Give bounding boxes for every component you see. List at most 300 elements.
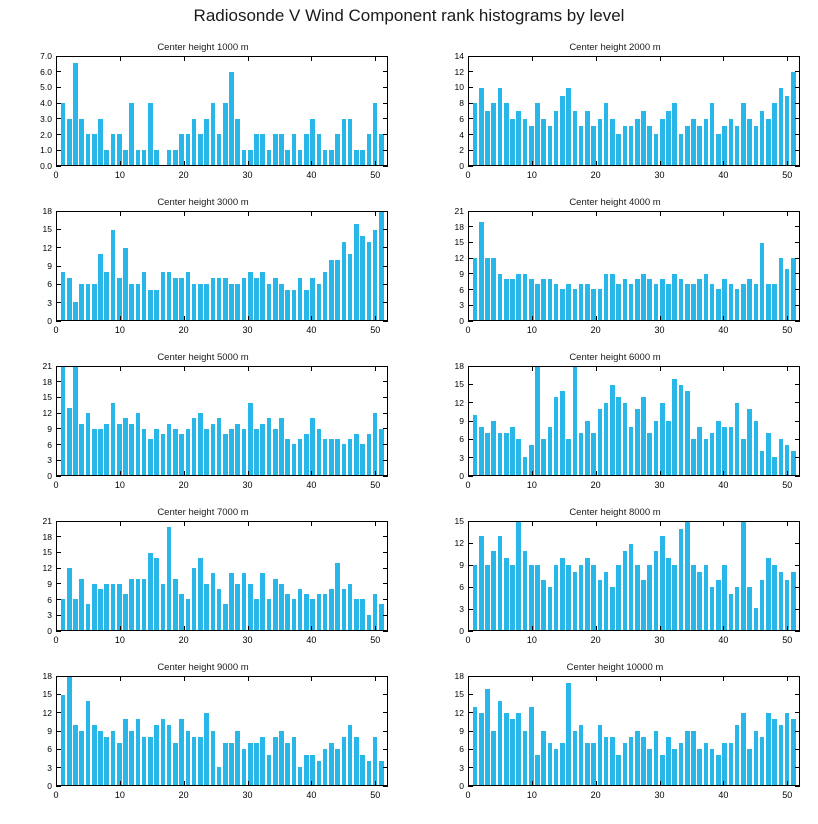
bar	[629, 544, 634, 630]
bar	[161, 434, 166, 475]
bar	[485, 565, 490, 630]
bar	[61, 695, 66, 785]
x-tick-label: 30	[242, 790, 253, 800]
bar	[329, 150, 334, 165]
x-tick-label: 20	[590, 170, 601, 180]
bar	[61, 599, 66, 630]
bar	[679, 743, 684, 785]
bar	[217, 278, 222, 320]
bar	[267, 599, 272, 630]
bar	[623, 743, 628, 785]
y-tick-mark	[56, 266, 61, 267]
bar	[292, 737, 297, 785]
x-tick-mark	[532, 626, 533, 631]
x-tick-mark	[532, 316, 533, 321]
bar	[129, 579, 134, 630]
x-tick-mark	[723, 521, 724, 526]
x-tick-mark	[56, 211, 57, 216]
bar	[685, 391, 690, 475]
bar	[647, 279, 652, 320]
y-tick-mark	[468, 242, 473, 243]
x-tick-mark	[311, 521, 312, 526]
bar	[242, 573, 247, 630]
bar	[760, 451, 765, 475]
bar	[573, 731, 578, 785]
bar	[498, 433, 503, 475]
bar	[660, 279, 665, 320]
bar	[585, 421, 590, 475]
x-tick-mark	[532, 471, 533, 476]
y-tick-label: 9	[47, 423, 52, 434]
x-tick-mark	[375, 211, 376, 216]
bar	[211, 103, 216, 165]
y-tick-mark	[795, 731, 800, 732]
bar	[335, 439, 340, 475]
y-tick-label: 12	[454, 66, 464, 77]
bar	[491, 103, 496, 165]
y-tick-mark	[56, 397, 61, 398]
y-tick-mark	[383, 150, 388, 151]
x-tick-mark	[468, 161, 469, 166]
bar	[179, 278, 184, 320]
x-tick-label: 40	[718, 325, 729, 335]
bar	[223, 103, 228, 165]
bar	[304, 594, 309, 630]
bar	[379, 429, 384, 475]
y-tick-mark	[383, 521, 388, 522]
bar	[535, 284, 540, 320]
bar	[747, 279, 752, 320]
y-tick-mark	[383, 229, 388, 230]
x-tick-mark	[375, 471, 376, 476]
bar	[335, 563, 340, 630]
plot-area	[468, 521, 800, 631]
bar	[148, 553, 153, 630]
bar	[772, 719, 777, 785]
x-tick-mark	[723, 316, 724, 321]
bar	[491, 551, 496, 630]
x-tick-label: 40	[718, 635, 729, 645]
bar	[173, 429, 178, 475]
y-tick-mark	[795, 226, 800, 227]
y-tick-mark	[468, 731, 473, 732]
bar	[104, 150, 109, 165]
bar	[342, 119, 347, 165]
bar	[560, 558, 565, 630]
bar	[167, 527, 172, 630]
bar	[654, 731, 659, 785]
bar	[129, 731, 134, 785]
y-tick-mark	[56, 118, 61, 119]
y-tick-label: 15	[454, 379, 464, 390]
x-tick-mark	[248, 781, 249, 786]
bar	[217, 418, 222, 475]
bar	[635, 409, 640, 475]
y-tick-mark	[468, 439, 473, 440]
bar	[710, 103, 715, 165]
bar	[710, 433, 715, 475]
bar	[779, 725, 784, 785]
bar	[354, 150, 359, 165]
bar	[154, 150, 159, 165]
y-tick-label: 0.0	[40, 161, 52, 171]
bar	[254, 599, 259, 630]
bar	[535, 103, 540, 165]
bar	[86, 134, 91, 165]
y-tick-label: 9	[459, 560, 464, 570]
bar	[98, 119, 103, 165]
bar	[629, 284, 634, 320]
y-tick-mark	[56, 103, 61, 104]
y-tick-mark	[795, 402, 800, 403]
bar	[485, 689, 490, 785]
bar	[504, 103, 509, 165]
bar	[591, 126, 596, 165]
y-tick-mark	[795, 71, 800, 72]
bar	[672, 274, 677, 320]
bar	[541, 731, 546, 785]
x-tick-label: 20	[178, 480, 189, 490]
bar	[92, 725, 97, 785]
bar	[747, 587, 752, 630]
bar	[373, 103, 378, 165]
bar	[254, 743, 259, 785]
bar	[623, 403, 628, 475]
y-tick-label: 6.0	[40, 66, 52, 77]
x-tick-label: 20	[590, 480, 601, 490]
bar	[523, 731, 528, 785]
bar	[167, 424, 172, 475]
bar	[566, 439, 571, 475]
plot-area	[468, 56, 800, 166]
y-tick-mark	[56, 247, 61, 248]
x-tick-mark	[311, 676, 312, 681]
bar	[242, 278, 247, 320]
bar	[285, 439, 290, 475]
bar	[629, 737, 634, 785]
bar	[573, 289, 578, 320]
bar	[766, 433, 771, 475]
bar	[260, 737, 265, 785]
x-tick-mark	[120, 471, 121, 476]
bar	[167, 725, 172, 785]
bar	[111, 134, 116, 165]
bar	[342, 444, 347, 475]
bar	[473, 103, 478, 165]
bar	[248, 150, 253, 165]
y-tick-label: 4	[459, 129, 464, 140]
bar	[379, 761, 384, 785]
bar	[360, 755, 365, 785]
bar	[479, 427, 484, 475]
x-tick-mark	[120, 366, 121, 371]
y-tick-label: 18	[42, 206, 52, 216]
bar	[541, 279, 546, 320]
bar	[722, 743, 727, 785]
bar	[285, 743, 290, 785]
bar	[560, 289, 565, 320]
bar	[679, 529, 684, 630]
bar	[98, 254, 103, 320]
bar	[67, 119, 72, 165]
bar	[760, 580, 765, 630]
bar	[610, 119, 615, 165]
bar	[591, 433, 596, 475]
x-tick-mark	[660, 161, 661, 166]
bar	[136, 413, 141, 475]
y-tick-label: 15	[42, 224, 52, 235]
x-tick-mark	[375, 781, 376, 786]
bar	[685, 522, 690, 630]
y-tick-mark	[383, 731, 388, 732]
bar	[479, 536, 484, 630]
bar	[267, 150, 272, 165]
y-tick-mark	[468, 150, 473, 151]
bar	[73, 725, 78, 785]
bar	[285, 290, 290, 320]
bar	[772, 565, 777, 630]
bar	[98, 731, 103, 785]
bar	[704, 743, 709, 785]
bar	[67, 278, 72, 320]
histogram-panel	[420, 352, 810, 504]
x-tick-mark	[120, 626, 121, 631]
y-tick-label: 9	[47, 261, 52, 271]
x-tick-mark	[120, 56, 121, 61]
bar	[697, 126, 702, 165]
y-tick-mark	[56, 444, 61, 445]
bar	[142, 579, 147, 630]
y-tick-mark	[383, 134, 388, 135]
bar	[61, 272, 66, 320]
bar	[666, 558, 671, 630]
y-tick-mark	[383, 211, 388, 212]
bar	[772, 284, 777, 320]
x-tick-mark	[596, 366, 597, 371]
y-tick-mark	[56, 749, 61, 750]
bar	[129, 424, 134, 475]
y-tick-mark	[383, 712, 388, 713]
x-tick-mark	[660, 316, 661, 321]
bar	[229, 284, 234, 320]
bar	[579, 725, 584, 785]
y-tick-mark	[56, 284, 61, 285]
y-tick-label: 15	[42, 689, 52, 700]
x-tick-mark	[375, 626, 376, 631]
bar-series	[469, 212, 799, 320]
bar	[204, 119, 209, 165]
bar	[623, 279, 628, 320]
y-tick-label: 3	[459, 300, 464, 311]
y-tick-label: 6	[459, 744, 464, 755]
bar	[211, 731, 216, 785]
bar	[335, 749, 340, 785]
bar	[192, 418, 197, 475]
bar	[117, 743, 122, 785]
bar	[691, 439, 696, 475]
bar	[516, 111, 521, 165]
bar	[697, 572, 702, 630]
bar	[285, 150, 290, 165]
bar	[541, 119, 546, 165]
bar	[766, 284, 771, 320]
x-tick-mark	[56, 471, 57, 476]
bar	[136, 719, 141, 785]
x-tick-mark	[248, 521, 249, 526]
y-tick-mark	[56, 552, 61, 553]
x-tick-label: 0	[465, 790, 471, 800]
bar	[217, 589, 222, 630]
bar	[772, 457, 777, 475]
bar	[279, 418, 284, 475]
bar	[235, 119, 240, 165]
x-tick-label: 0	[465, 170, 471, 180]
x-tick-label: 0	[53, 790, 59, 800]
bar-series	[469, 367, 799, 475]
bar	[535, 565, 540, 630]
bar	[785, 580, 790, 630]
bar	[148, 737, 153, 785]
plot-area	[56, 366, 388, 476]
bar	[317, 761, 322, 785]
y-tick-mark	[468, 103, 473, 104]
x-tick-label: 20	[590, 635, 601, 645]
bar	[211, 278, 216, 320]
x-tick-mark	[532, 211, 533, 216]
x-tick-mark	[723, 161, 724, 166]
y-tick-mark	[383, 428, 388, 429]
x-tick-label: 0	[53, 635, 59, 645]
x-tick-mark	[468, 211, 469, 216]
y-tick-mark	[383, 71, 388, 72]
bar	[273, 429, 278, 475]
histogram-panel	[420, 197, 810, 349]
bar	[579, 284, 584, 320]
y-tick-mark	[383, 56, 388, 57]
bar	[529, 126, 534, 165]
x-tick-mark	[532, 366, 533, 371]
y-tick-label: 9	[459, 726, 464, 736]
bar	[61, 103, 66, 165]
y-tick-mark	[56, 731, 61, 732]
bar	[142, 429, 147, 475]
x-tick-mark	[596, 471, 597, 476]
x-tick-mark	[184, 471, 185, 476]
bar	[310, 119, 315, 165]
y-tick-mark	[795, 749, 800, 750]
bar	[760, 111, 765, 165]
x-tick-label: 30	[654, 790, 665, 800]
x-tick-label: 10	[114, 170, 125, 180]
x-tick-mark	[596, 521, 597, 526]
x-tick-label: 10	[114, 480, 125, 490]
x-tick-mark	[375, 366, 376, 371]
x-tick-mark	[532, 521, 533, 526]
x-tick-label: 0	[53, 480, 59, 490]
bar	[79, 731, 84, 785]
bar	[292, 290, 297, 320]
histogram-panel	[8, 662, 398, 814]
bar	[292, 599, 297, 630]
x-tick-mark	[787, 366, 788, 371]
y-tick-mark	[468, 134, 473, 135]
x-tick-mark	[787, 521, 788, 526]
y-tick-mark	[383, 118, 388, 119]
bar	[323, 439, 328, 475]
y-tick-label: 10	[454, 82, 464, 93]
bar	[729, 743, 734, 785]
bar	[510, 427, 515, 475]
bar	[772, 103, 777, 165]
bar	[279, 284, 284, 320]
bar	[242, 749, 247, 785]
bar	[691, 565, 696, 630]
bar	[735, 587, 740, 630]
bar	[279, 731, 284, 785]
x-tick-label: 40	[306, 325, 317, 335]
panel-title: Center height 8000 m	[569, 507, 661, 518]
bar	[154, 558, 159, 630]
bar	[541, 439, 546, 475]
bar	[111, 731, 116, 785]
y-tick-mark	[383, 366, 388, 367]
y-tick-mark	[56, 71, 61, 72]
bar	[329, 743, 334, 785]
bar	[473, 707, 478, 785]
bar	[473, 258, 478, 320]
x-tick-label: 40	[718, 170, 729, 180]
bar-series	[57, 367, 387, 475]
bar	[335, 134, 340, 165]
bar	[329, 439, 334, 475]
y-tick-label: 15	[454, 516, 464, 526]
y-tick-label: 3	[47, 610, 52, 621]
y-tick-mark	[383, 247, 388, 248]
x-tick-mark	[468, 521, 469, 526]
bar-series	[57, 522, 387, 630]
y-tick-label: 0	[47, 626, 52, 636]
bar	[716, 421, 721, 475]
bar	[504, 713, 509, 785]
bar	[342, 737, 347, 785]
bar	[79, 579, 84, 630]
x-tick-mark	[787, 211, 788, 216]
y-tick-mark	[383, 266, 388, 267]
bar	[566, 683, 571, 785]
y-tick-label: 6	[459, 434, 464, 445]
bar	[741, 439, 746, 475]
x-tick-label: 50	[782, 170, 793, 180]
x-tick-label: 50	[370, 325, 381, 335]
bar	[198, 134, 203, 165]
bar	[86, 284, 91, 320]
x-tick-mark	[723, 56, 724, 61]
x-tick-mark	[184, 56, 185, 61]
bar	[647, 749, 652, 785]
x-tick-mark	[248, 316, 249, 321]
y-tick-label: 3	[459, 762, 464, 773]
y-tick-mark	[468, 118, 473, 119]
bar	[629, 427, 634, 475]
y-tick-mark	[383, 631, 388, 632]
y-tick-label: 15	[454, 689, 464, 700]
bar	[223, 278, 228, 320]
y-tick-label: 4.0	[40, 98, 52, 109]
y-tick-mark	[56, 694, 61, 695]
bar	[729, 594, 734, 630]
x-tick-mark	[120, 781, 121, 786]
bar	[86, 413, 91, 475]
